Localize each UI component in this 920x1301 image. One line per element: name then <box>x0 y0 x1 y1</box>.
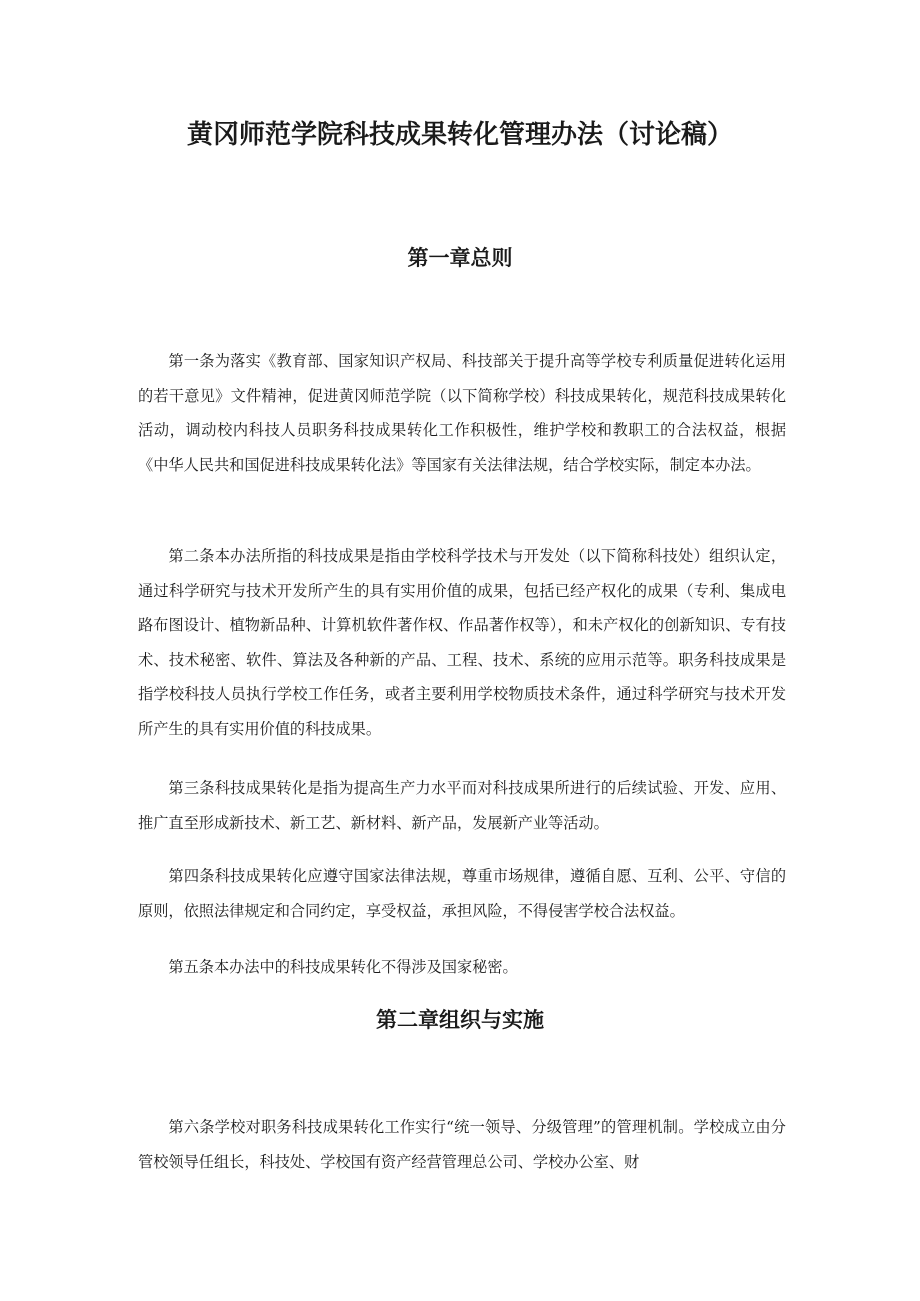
document-title: 黄冈师范学院科技成果转化管理办法（讨论稿） <box>186 120 733 150</box>
chapter-1-heading: 第一章总则 <box>407 246 513 270</box>
article-5-paragraph: 第五条本办法中的科技成果转化不得涉及国家秘密。 <box>168 958 518 976</box>
article-6-paragraph: 第六条学校对职务科技成果转化工作实行“统一领导、分级管理”的管理机制。学校成立由分管校领导任组长，科技处、学校国有资产经营管理总公司、学校办公室、财 <box>138 1118 786 1171</box>
article-1-paragraph: 第一条为落实《教育部、国家知识产权局、科技部关于提升高等学校专利质量促进转化运用的若干意见》文件精神，促进黄冈师范学院（以下简称学校）科技成果转化，规范科技成果转化活动，调动校内科技人员职务科技成果转化工作积极性，维护学校和教职工的合法权益，根据《中华人民共和国促进科技成果转化法》等国家有关法律法规，结合学校实际，制定本办法。 <box>138 352 786 474</box>
article-3-paragraph: 第三条科技成果转化是指为提高生产力水平而对科技成果所进行的后续试验、开发、应用、推广直至形成新技术、新工艺、新材料、新产品，发展新产业等活动。 <box>138 779 786 832</box>
chapter-2-heading: 第二章组织与实施 <box>376 1008 544 1032</box>
article-2-paragraph: 第二条本办法所指的科技成果是指由学校科学技术与开发处（以下简称科技处）组织认定，通过科学研究与技术开发所产生的具有实用价值的成果，包括已经产权化的成果（专利、集成电路布图设计、植物新品种、计算机软件著作权、作品著作权等），和未产权化的创新知识、专有技术、技术秘密、软件、算法及各种新的产品、工程、技术、系统的应用示范等。职务科技成果是指学校科技人员执行学校工作任务，或者主要利用学校物质技术条件，通过科学研究与技术开发所产生的具有实用价值的科技成果。 <box>138 547 786 738</box>
article-4-paragraph: 第四条科技成果转化应遵守国家法律法规，尊重市场规律，遵循自愿、互利、公平、守信的原则，依照法律规定和合同约定，享受权益，承担风险，不得侵害学校合法权益。 <box>138 867 786 920</box>
